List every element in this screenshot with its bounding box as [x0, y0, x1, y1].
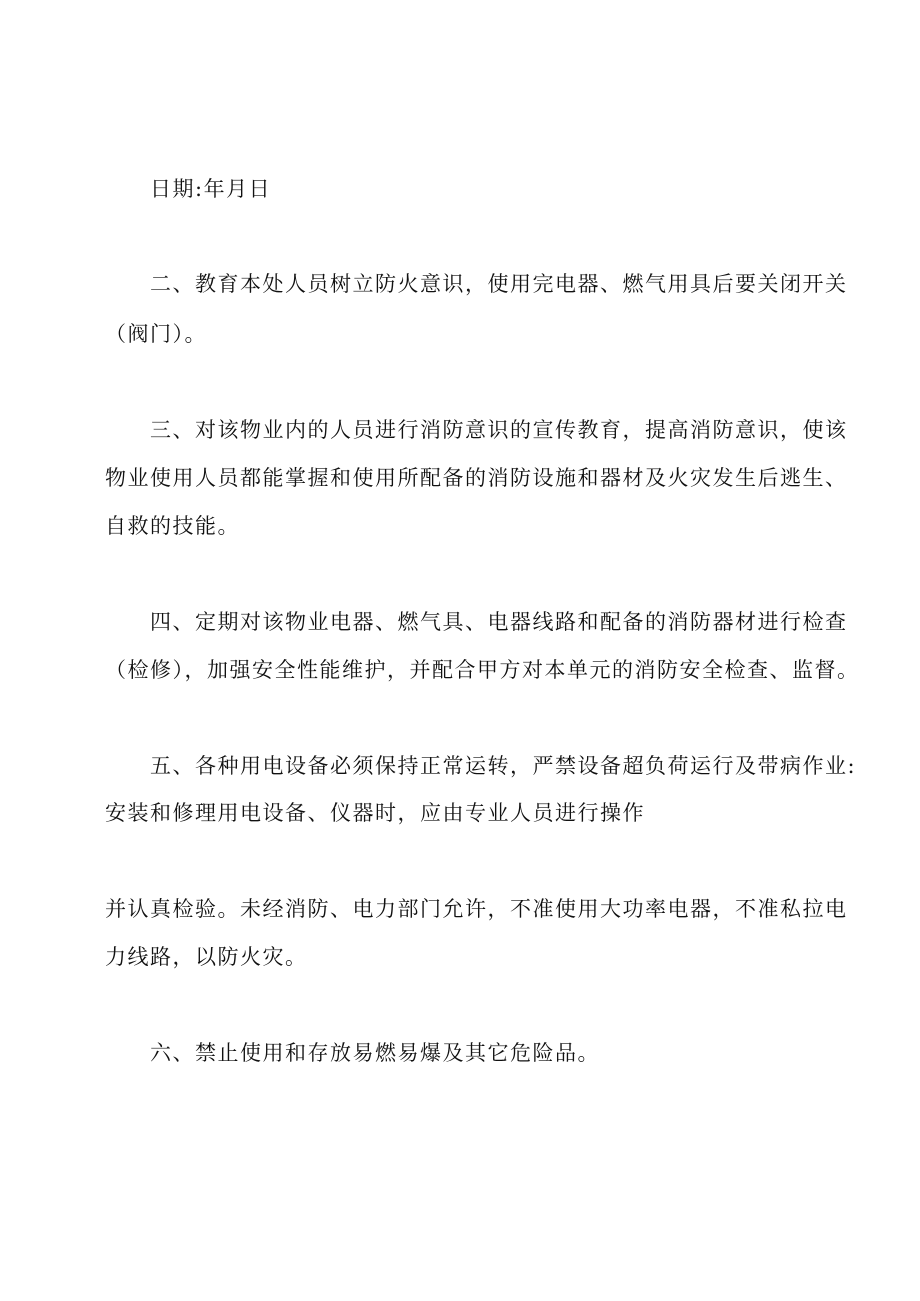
paragraph-line: 物业使用人员都能掌握和使用所配备的消防设施和器材及火灾发生后逃生、: [105, 466, 848, 490]
paragraph-line: 二、教育本处人员树立防火意识，使用完电器、燃气用具后要关闭开关: [150, 272, 848, 296]
paragraph-line: 自救的技能。: [105, 514, 240, 538]
paragraph-line: 六、禁止使用和存放易燃易爆及其它危险品。: [150, 1041, 600, 1065]
paragraph-line: 四、定期对该物业电器、燃气具、电器线路和配备的消防器材进行检查: [150, 610, 848, 634]
date-line: 日期:年月日: [150, 177, 272, 201]
paragraph-line: 并认真检验。未经消防、电力部门允许，不准使用大功率电器，不准私拉电: [105, 897, 848, 921]
paragraph-line: 安装和修理用电设备、仪器时，应由专业人员进行操作: [105, 801, 645, 825]
paragraph-line: 力线路，以防火灾。: [105, 945, 308, 969]
paragraph-line: （阀门）。: [105, 322, 207, 346]
paragraph-line: 三、对该物业内的人员进行消防意识的宣传教育，提高消防意识，使该: [150, 418, 848, 442]
paragraph-line: （检修），加强安全性能维护，并配合甲方对本单元的消防安全检查、监督。: [105, 658, 860, 682]
paragraph-line: 五、各种用电设备必须保持正常运转，严禁设备超负荷运行及带病作业:: [150, 754, 857, 778]
